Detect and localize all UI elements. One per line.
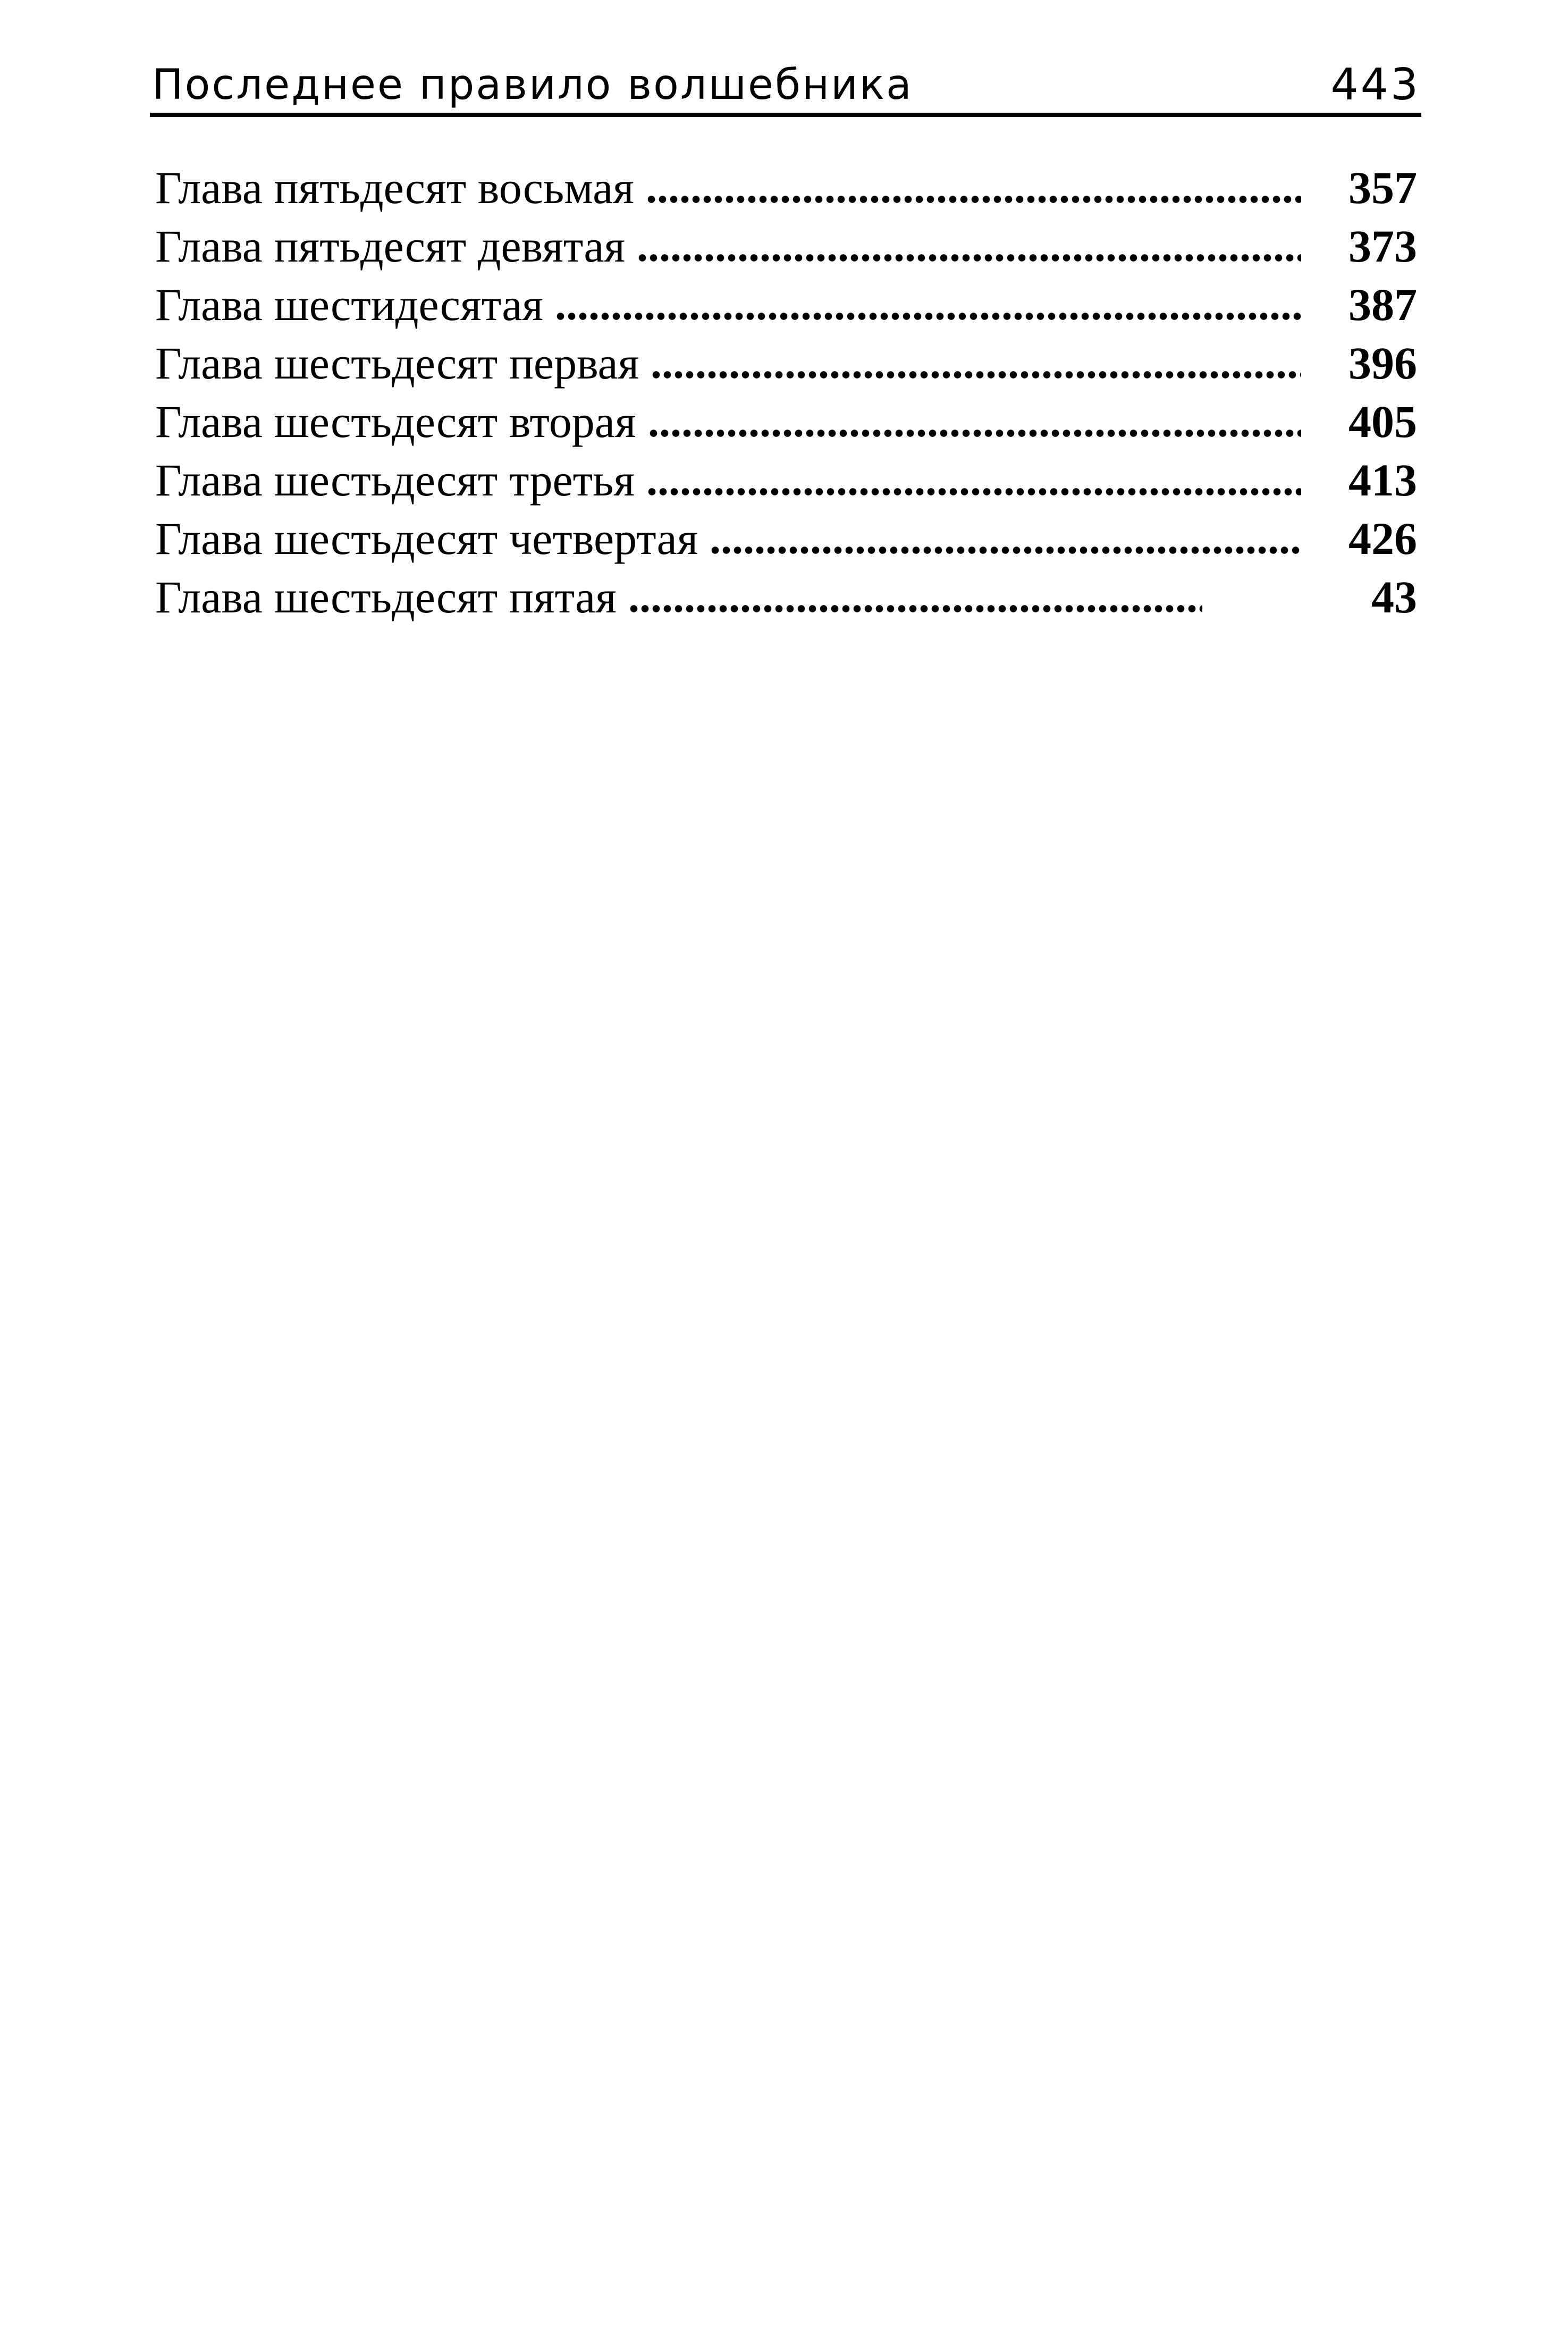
chapter-title: Глава шестьдесят пятая [155,571,617,623]
chapter-page-number: 43 [1371,571,1417,623]
dot-leader [648,427,1301,439]
toc-entry [155,451,1417,509]
toc-entry [155,217,1417,275]
page-number: 443 [1330,60,1420,110]
toc-entry [155,334,1417,392]
chapter-page-number: 396 [1348,338,1417,389]
chapter-page-number: 413 [1348,455,1417,506]
toc-entry [155,509,1417,568]
dot-leader [628,603,1202,615]
dot-leader [646,194,1301,205]
chapter-title: Глава шестьдесят третья [155,455,635,506]
dot-leader [710,544,1301,556]
running-head [152,56,1420,114]
toc-entry [155,275,1417,334]
chapter-title: Глава пятьдесят восьмая [155,162,634,213]
chapter-page-number: 426 [1348,513,1417,564]
chapter-title: Глава шестьдесят первая [155,338,639,389]
dot-leader [637,252,1301,264]
table-of-contents [155,158,1417,626]
dot-leader [651,369,1301,381]
chapter-page-number: 357 [1348,162,1417,213]
chapter-title: Глава пятьдесят девятая [155,221,626,272]
chapter-page-number: 387 [1348,279,1417,330]
toc-entry [155,158,1417,217]
dot-leader [646,486,1301,498]
chapter-title: Глава шестьдесят четвертая [155,513,698,564]
chapter-page-number: 373 [1348,221,1417,272]
chapter-page-number: 405 [1348,396,1417,447]
chapter-title: Глава шестьдесят вторая [155,396,636,447]
toc-entry [155,568,1417,626]
dot-leader [555,310,1301,322]
book-title: Последнее правило волшебника [152,61,913,109]
header-rule [150,113,1421,117]
toc-entry [155,392,1417,451]
chapter-title: Глава шестидесятая [155,279,543,330]
